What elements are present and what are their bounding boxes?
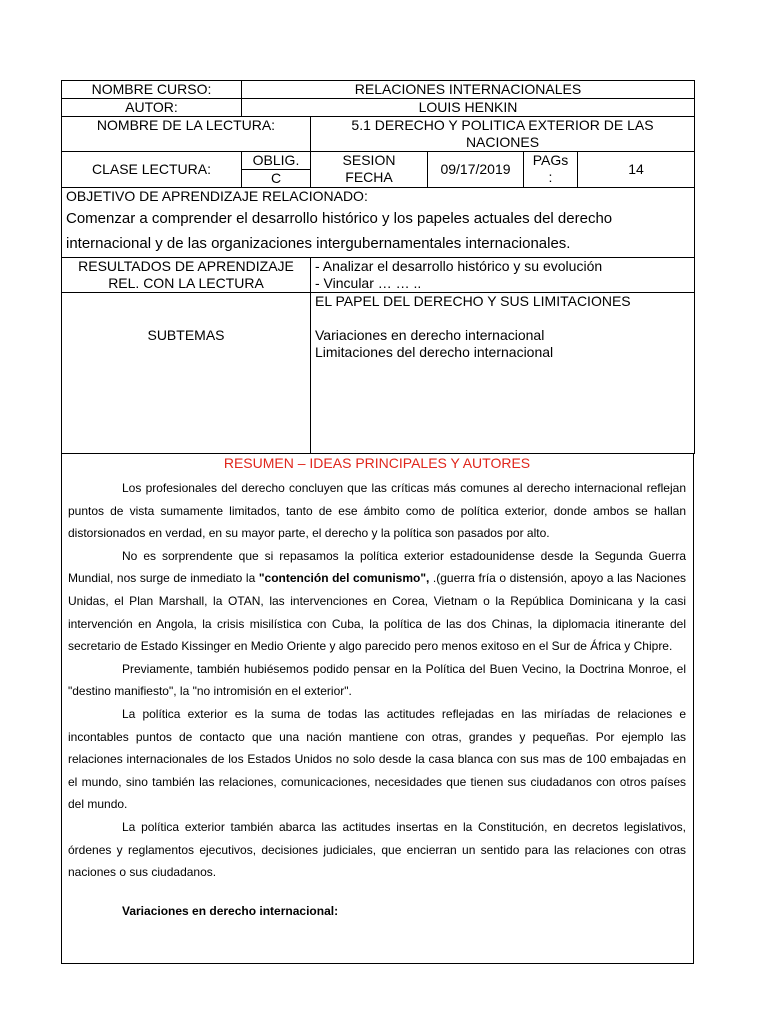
objective-label: OBJETIVO DE APRENDIZAJE RELACIONADO: (66, 188, 368, 204)
course-row (62, 81, 695, 99)
subtopic-item-1: Variaciones en derecho internacional (315, 327, 545, 343)
subtopics-label: SUBTEMAS (62, 293, 311, 454)
oblig-cell (242, 152, 311, 188)
summary-paragraph-5: La política exterior también abarca las actitudes insertas en la Constitución, en decretos legislativos, órdenes y reglamentos ejecutivos, decisiones judiciales, que encierran un sentido para las relaciones con otras naciones o sus ciudadanos. (68, 819, 686, 880)
results-label-sub: REL. CON LA LECTURA (108, 275, 264, 291)
pages-value: 14 (578, 152, 695, 188)
objective-text: Comenzar a comprender el desarrollo histórico y los papeles actuales del derecho internacional y de las organizaciones intergubernamentales internacionales. (66, 210, 613, 252)
summary-paragraph-2 (68, 545, 686, 658)
summary-paragraph-1: Los profesionales del derecho concluyen que las críticas más comunes al derecho internacional reflejan puntos de vista sumamente limitados, tanto de ese ámbito como de política exterior, donde ambos se hallan distorsionados en verdad, en su mayor parte, el derecho y la política son pasados por alto. (68, 481, 686, 541)
subtopics-heading: EL PAPEL DEL DERECHO Y SUS LIMITACIONES (315, 293, 631, 309)
oblig-value: C (270, 170, 282, 186)
paragraph-2-text-a: No es sorprendente que si repasamos la política exterior estadounidense desde la Segunda Guerra Mundial, nos surge de inmediato la (68, 548, 686, 586)
session-label: SESION (342, 152, 396, 168)
reading-row (62, 117, 695, 152)
results-value-cell (311, 258, 695, 293)
subtopics-cell (311, 293, 695, 454)
objective-cell (62, 188, 695, 258)
objective-row (62, 188, 695, 258)
pages-label: PAGs (532, 152, 569, 168)
class-row (62, 152, 695, 188)
summary-paragraph-3: Previamente, también hubiésemos podido pensar en la Política del Buen Vecino, la Doctrina Monroe, el "destino manifiesto", la "no intromisión en el exterior". (68, 661, 686, 699)
subtopics-row (62, 293, 695, 454)
author-row (62, 99, 695, 117)
results-item-2: - Vincular … … .. (315, 275, 422, 291)
containment-phrase: "contención del comunismo", (258, 571, 430, 586)
results-row (62, 258, 695, 293)
author-value: LOUIS HENKIN (242, 99, 695, 117)
reading-label: NOMBRE DE LA LECTURA: (62, 117, 311, 152)
class-label: CLASE LECTURA: (62, 152, 242, 188)
results-item-1: - Analizar el desarrollo histórico y su evolución (315, 258, 603, 274)
summary-paragraph-4: La política exterior es la suma de todas las actitudes reflejadas en las miríadas de relaciones e incontables puntos de contacto que una nación mantiene con otras, grandes y pequeñas. Por ejemplo las relaciones internacionales de los Estados Unidos no solo desde la casa blanca con sus mas de 100 embajadas en el mundo, sino también las relaciones, comunicaciones, necesidades que tienen sus ciudadanos con otros países del mundo. (68, 706, 686, 812)
oblig-label: OBLIG. (242, 152, 310, 170)
author-label: AUTOR: (62, 99, 242, 117)
reading-value: 5.1 DERECHO Y POLITICA EXTERIOR DE LAS NACIONES (311, 117, 695, 152)
section-heading: Variaciones en derecho internacional: (122, 903, 339, 918)
pages-colon: : (548, 169, 553, 185)
summary-box (61, 454, 694, 964)
session-cell (311, 152, 428, 188)
paragraph-2-text-b: .(guerra fría o distensión, apoyo a las Naciones Unidas, el Plan Marshall, la OTAN, las intervenciones en Corea, Vietnam o la República Dominicana y la casi intervención en Angola, la crisis misilística con Cuba, la política de las dos Chinas, la diplomacia itinerante del secretario de Estado Kissinger en Medio Oriente y algo parecido pero menos exitoso en el Sur de África y Chipre. (68, 571, 687, 654)
date-value: 09/17/2019 (428, 152, 524, 188)
form-table (61, 80, 695, 454)
subtopic-item-2: Limitaciones del derecho internacional (315, 344, 554, 360)
date-label: FECHA (345, 169, 393, 185)
summary-title: RESUMEN – IDEAS PRINCIPALES Y AUTORES (223, 455, 531, 471)
results-label: RESULTADOS DE APRENDIZAJE (78, 258, 294, 274)
course-value: RELACIONES INTERNACIONALES (242, 81, 695, 99)
pages-label-cell (524, 152, 578, 188)
course-label: NOMBRE CURSO: (62, 81, 242, 99)
results-label-cell (62, 258, 311, 293)
reading-form (61, 80, 694, 964)
